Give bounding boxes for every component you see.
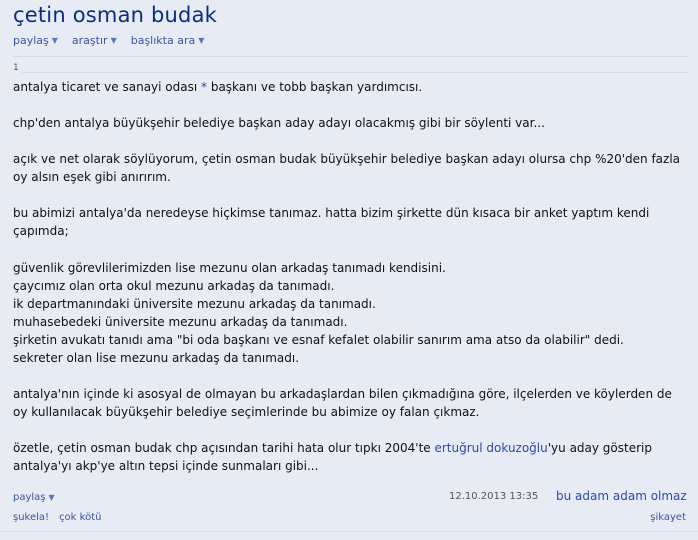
- tab-share[interactable]: [13, 34, 58, 47]
- entry-paragraph: antalya'nın içinde ki asosyal de olmayan bu arkadaşlardan bilen çıkmadığına göre, ilçelerden ve köylerden de oy kullanılacak büyükşehir belediye seçimlerinde bu abimize oy falan çıkmaz.: [13, 387, 672, 420]
- chevron-down-icon: ▼: [198, 36, 205, 45]
- chevron-down-icon: ▼: [48, 493, 55, 502]
- topic-tabs: [13, 34, 204, 47]
- tab-share-label: paylaş: [13, 34, 49, 47]
- upvote-button[interactable]: şukela!: [13, 512, 50, 523]
- author-link[interactable]: ertuğrul dokuzoğlu: [434, 441, 548, 456]
- entry-line: ik departmanındaki üniversite mezunu arkadaş da tanımadı.: [13, 296, 376, 311]
- tab-search-label: araştır: [71, 34, 108, 47]
- downvote-button[interactable]: çok kötü: [59, 512, 102, 523]
- share-label: paylaş: [13, 492, 46, 503]
- share-button[interactable]: [13, 492, 55, 503]
- page-title[interactable]: çetin osman budak: [13, 3, 218, 27]
- entry-paragraph: bu abimizi antalya'da neredeyse hiçkimse tanımaz. hatta bizim şirkette dün kısaca bir anket yaptım kendi çapımda;: [13, 206, 650, 239]
- reference-link[interactable]: *: [201, 80, 208, 94]
- chevron-down-icon: ▼: [110, 36, 117, 45]
- tab-search-in-topic[interactable]: [131, 34, 205, 47]
- complain-button[interactable]: şikayet: [650, 512, 686, 523]
- entry-paragraph: açık ve net olarak söylüyorum, çetin osman budak büyükşehir belediye başkan adayı olursa chp %20'den fazla oy alsın eşek gibi anırırım.: [13, 152, 681, 185]
- entry-paragraph: antalya ticaret ve sanayi odası * başkanı ve tobb başkan yardımcısı.: [13, 80, 423, 94]
- entry-content: [13, 78, 683, 476]
- entry-date[interactable]: 12.10.2013 13:35: [449, 491, 539, 502]
- entry-line: muhasebedeki üniversite mezunu arkadaş da tanımadı.: [13, 314, 348, 329]
- divider: [13, 56, 688, 57]
- entry-line: şirketin avukatı tanıdı ama "bi oda başkanı ve esnaf kefalet olabilir sanırım ama atso da olabilir" dedi.: [13, 332, 624, 347]
- divider: [22, 72, 688, 73]
- page-number[interactable]: 1: [13, 63, 19, 73]
- entry-line: güvenlik görevlilerimizden lise mezunu olan arkadaş tanımadı kendisini.: [13, 260, 446, 275]
- divider: [0, 531, 698, 532]
- entry-paragraph: chp'den antalya büyükşehir belediye başkan aday adayı olacakmış gibi bir söylenti var...: [13, 116, 545, 131]
- entry-paragraph: özetle, çetin osman budak chp açısından tarihi hata olur tıpkı 2004'te ertuğrul dokuzoğlu'yu aday gösterip antalya'yı akp'ye altın tepsi içinde sunmaları gibi...: [13, 441, 652, 474]
- tab-search-in-topic-label: başlıkta ara: [130, 34, 196, 47]
- entry-line: çaycımız olan orta okul mezunu arkadaş da tanımadı.: [13, 278, 335, 293]
- tab-search[interactable]: [72, 34, 117, 47]
- entry-line: sekreter olan lise mezunu arkadaş da tanımadı.: [13, 351, 300, 366]
- chevron-down-icon: ▼: [51, 36, 58, 45]
- vote-bar: [13, 512, 101, 523]
- entry-author[interactable]: bu adam adam olmaz: [556, 489, 687, 503]
